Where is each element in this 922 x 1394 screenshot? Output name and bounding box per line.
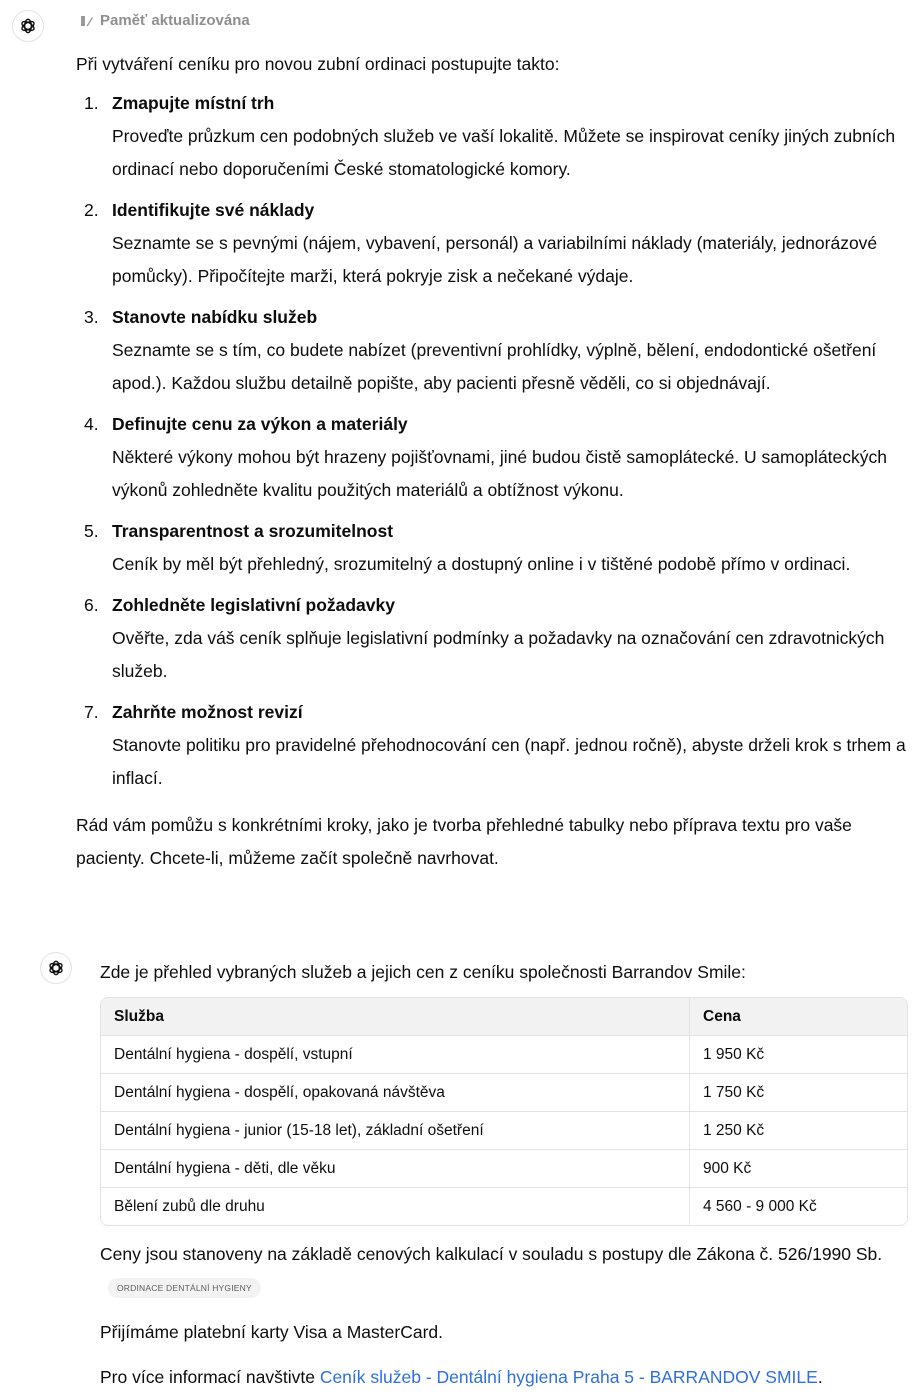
step-number: 7. (84, 702, 99, 722)
table-row (101, 1150, 907, 1188)
step-title: Stanovte nabídku služeb (112, 307, 318, 327)
assistant-avatar (12, 10, 44, 42)
steps-list (76, 87, 906, 795)
column-header-service: Služba (101, 998, 690, 1036)
more-info-prefix: Pro více informací navštivte (100, 1367, 320, 1387)
table-row (101, 1036, 907, 1074)
memory-pencil-icon (80, 14, 94, 28)
payment-cards-note: Přijímáme platební karty Visa a MasterCard. (100, 1322, 444, 1342)
step-title: Transparentnost a srozumitelnost (112, 521, 394, 541)
step-text: Ceník by měl být přehledný, srozumitelný a dostupný online i v tištěné podobě přímo v ordinaci. (112, 554, 851, 574)
column-header-price: Cena (690, 998, 907, 1036)
pricelist-link[interactable]: Ceník služeb - Dentální hygiena Praha 5 - BARRANDOV SMILE (319, 1367, 818, 1387)
service-cell: Dentální hygiena - junior (15-18 let), základní ošetření (101, 1112, 690, 1150)
price-cell: 900 Kč (690, 1150, 907, 1188)
list-item (76, 301, 906, 400)
table-row (101, 1188, 907, 1225)
list-item (76, 589, 906, 688)
step-number: 4. (84, 414, 99, 434)
step-text: Ověřte, zda váš ceník splňuje legislativní podmínky a požadavky na označování cen zdravotnických služeb. (112, 628, 885, 681)
more-info-line (100, 1361, 908, 1394)
price-cell: 4 560 - 9 000 Kč (703, 1198, 817, 1215)
step-text: Seznamte se s pevnými (nájem, vybavení, personál) a variabilními náklady (materiály, jednorázové pomůcky). Připočítejte marži, která pokryje zisk a nečekané výdaje. (112, 233, 878, 286)
step-text: Seznamte se s tím, co budete nabízet (preventivní prohlídky, výplně, bělení, endodontické ošetření apod.). Každou službu detailně popište, aby pacienti přesně věděli, co si objednávají. (112, 340, 877, 393)
list-item (76, 194, 906, 293)
more-info-suffix: . (817, 1367, 823, 1387)
list-item (76, 87, 906, 186)
openai-logo-icon (46, 958, 66, 978)
list-item (76, 696, 906, 795)
list-item (76, 408, 906, 507)
table-header-row (101, 998, 907, 1036)
table-row (101, 1112, 907, 1150)
service-cell: Dentální hygiena - dospělí, opakovaná návštěva (101, 1074, 690, 1112)
memory-note-text: Paměť aktualizována (100, 12, 250, 29)
step-number: 6. (84, 595, 99, 615)
list-item (76, 515, 906, 581)
step-text: Proveďte průzkum cen podobných služeb ve vaší lokalitě. Můžete se inspirovat ceníky jiných zubních ordinací nebo doporučeními České stomatologické komory. (112, 126, 896, 179)
message-intro: Zde je přehled vybraných služeb a jejich cen z ceníku společnosti Barrandov Smile: (100, 962, 746, 982)
service-cell: Bělení zubů dle druhu (101, 1188, 690, 1225)
message-intro: Při vytváření ceníku pro novou zubní ordinaci postupujte takto: (76, 54, 560, 74)
source-citation-badge[interactable]: ORDINACE DENTÁLNÍ HYGIENY (108, 1278, 261, 1298)
service-cell: Dentální hygiena - dospělí, vstupní (101, 1036, 690, 1074)
step-text: Stanovte politiku pro pravidelné přehodnocování cen (např. jednou ročně), abyste drželi krok s trhem a inflací. (112, 735, 906, 788)
step-title: Zmapujte místní trh (112, 93, 275, 113)
memory-updated-note[interactable] (80, 12, 250, 29)
prices-note-text: Ceny jsou stanoveny na základě cenových kalkulací v souladu s postupy dle Zákona č. 526/1990 Sb. (100, 1244, 883, 1264)
assistant-message-1 (76, 48, 906, 875)
table-row (101, 1074, 907, 1112)
step-title: Identifikujte své náklady (112, 200, 315, 220)
price-table (100, 997, 908, 1226)
step-number: 2. (84, 200, 99, 220)
service-cell: Dentální hygiena - děti, dle věku (101, 1150, 690, 1188)
step-number: 3. (84, 307, 99, 327)
assistant-message-2 (100, 956, 908, 1394)
price-cell: 1 250 Kč (690, 1112, 907, 1150)
prices-note (100, 1238, 908, 1304)
step-title: Definujte cenu za výkon a materiály (112, 414, 408, 434)
step-number: 5. (84, 521, 99, 541)
openai-logo-icon (18, 16, 38, 36)
price-cell: 1 950 Kč (690, 1036, 907, 1074)
step-title: Zohledněte legislativní požadavky (112, 595, 395, 615)
step-number: 1. (84, 93, 99, 113)
step-text: Některé výkony mohou být hrazeny pojišťovnami, jiné budou čistě samoplátecké. U samopláteckých výkonů zohledněte kvalitu použitých materiálů a obtížnost výkonu. (112, 447, 887, 500)
price-cell: 1 750 Kč (690, 1074, 907, 1112)
assistant-avatar (40, 952, 72, 984)
message-outro: Rád vám pomůžu s konkrétními kroky, jako je tvorba přehledné tabulky nebo příprava textu pro vaše pacienty. Chcete-li, můžeme začít společně navrhovat. (76, 815, 852, 868)
step-title: Zahrňte možnost revizí (112, 702, 303, 722)
